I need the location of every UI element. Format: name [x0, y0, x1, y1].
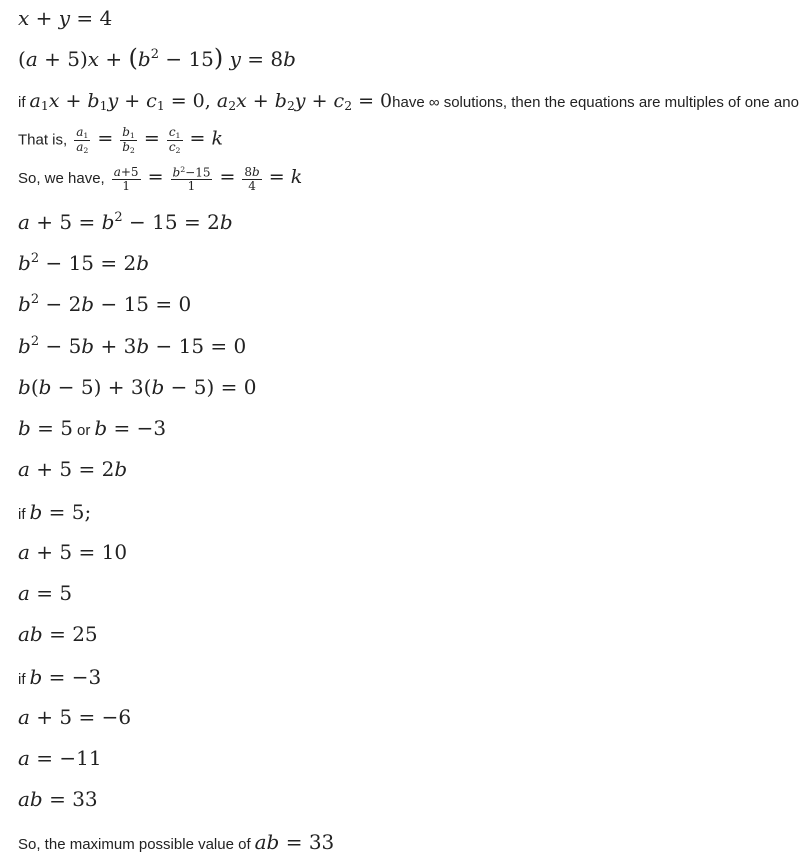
- so-we-have-text: So, we have,: [18, 170, 105, 188]
- final-answer-text: So, the maximum possible value of: [18, 836, 251, 853]
- equation-line-7: $b^2 - 15 = 2b$: [18, 251, 150, 275]
- equation-line-11: b = 5 or b = −3: [18, 416, 167, 440]
- ratio-substitution-line: So, we have, $\frac{a+5}{1}$ = $\frac{b^2-15}{1}$ = $\frac{8b}{4}$ = k: [18, 165, 303, 194]
- equation-line-2: $(a + 5)x + (b^2 - 15) y = 8b$: [18, 44, 296, 72]
- if-text: if: [18, 671, 26, 688]
- equation-line-6: $a + 5 = b^2 - 15 = 2b$: [18, 210, 233, 234]
- case-b5-line: if b = 5;: [18, 500, 92, 524]
- final-answer-line: So, the maximum possible value of ab = 33: [18, 830, 335, 854]
- if-text: if: [18, 506, 26, 523]
- have-infinite-text: have ∞ solutions, then the equations are multiples of one ano: [392, 94, 799, 111]
- that-is-text: That is,: [18, 131, 68, 149]
- equation-line-1: x + y = 4: [18, 6, 113, 30]
- ratio-line: That is, $\frac{a_1}{a_2}$ = $\frac{b_1}{b_2}$ = $\frac{c_1}{c_2}$ = k: [18, 125, 223, 156]
- equation-line-15: a = 5: [18, 581, 73, 605]
- equation-line-8: $b^2 - 2b - 15 = 0$: [18, 292, 192, 316]
- equation-line-19: a = −11: [18, 746, 102, 770]
- equation-line-12: a + 5 = 2b: [18, 457, 128, 481]
- condition-line: if $a_1x + b_1y + c_1 = 0$, $a_2x + b_2y + c_2$ = 0have ∞ solutions, then the equations are multiples of one ano: [18, 90, 799, 114]
- equation-line-16: ab = 25: [18, 622, 98, 646]
- case-bminus3-line: if b = −3: [18, 665, 102, 689]
- equation-line-20: ab = 33: [18, 787, 98, 811]
- if-text: if: [18, 94, 26, 111]
- or-text: or: [77, 422, 91, 439]
- equation-line-9: $b^2 - 5b + 3b - 15 = 0$: [18, 334, 247, 358]
- equation-line-10: b(b − 5) + 3(b − 5) = 0: [18, 375, 257, 399]
- equation-line-14: a + 5 = 10: [18, 540, 128, 564]
- equation-line-18: a + 5 = −6: [18, 705, 132, 729]
